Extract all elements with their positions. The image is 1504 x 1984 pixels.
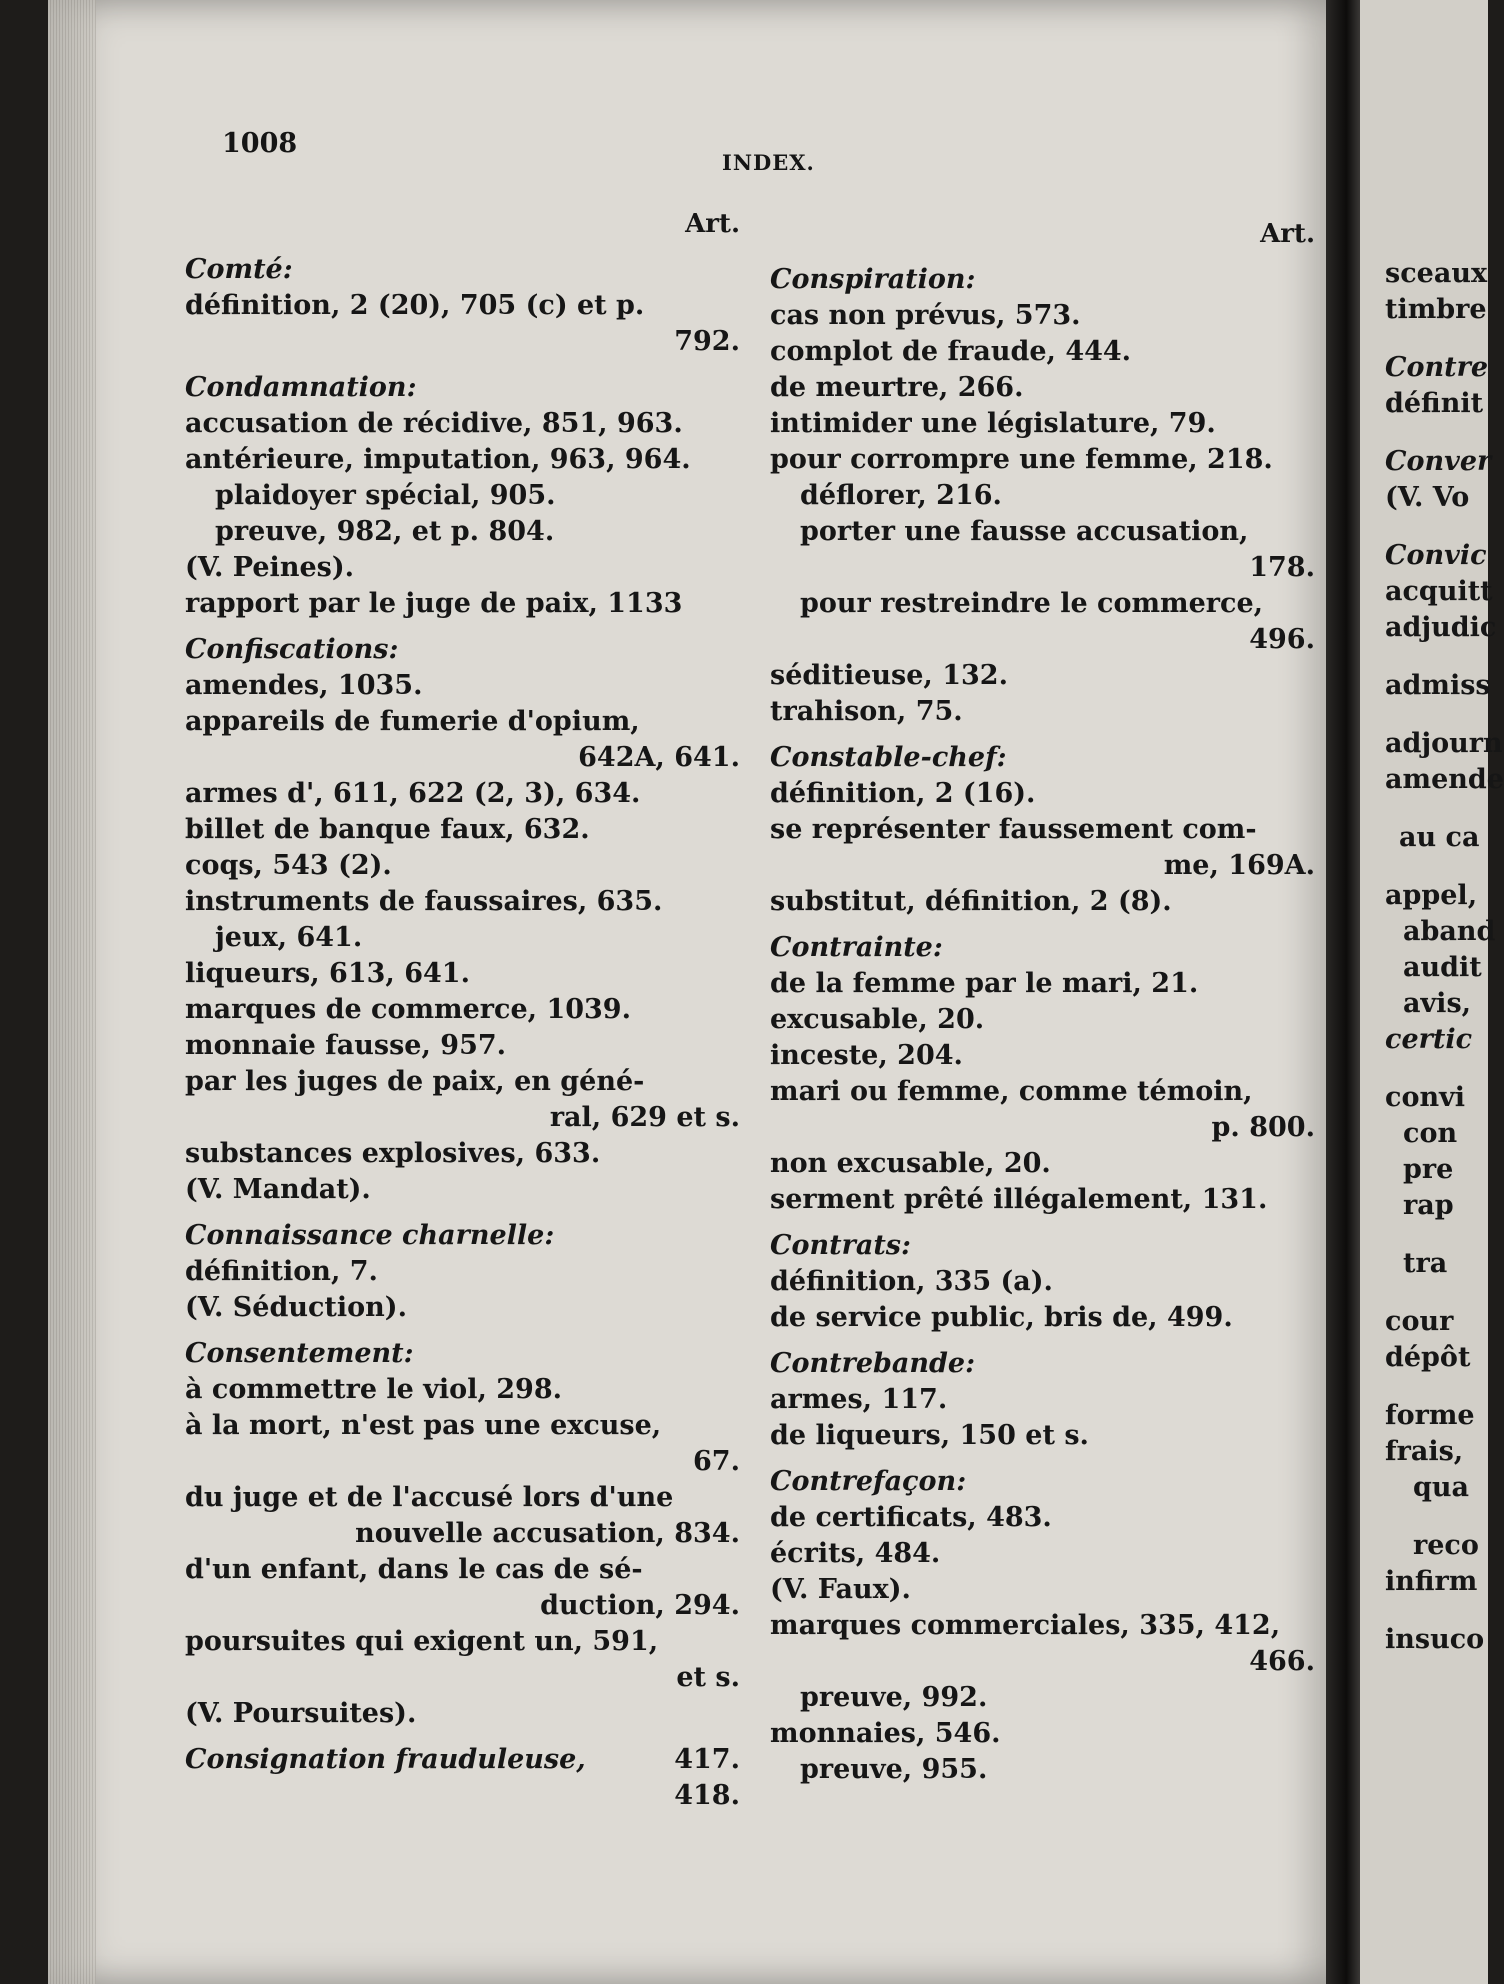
entry-heading: Contrats: [770, 1230, 911, 1261]
entry-line: (V. Faux). [770, 1574, 911, 1605]
fragment-line: qua [1413, 1472, 1470, 1503]
entry-heading: Consentement: [185, 1338, 414, 1369]
entry-line: substances explosives, 633. [185, 1138, 601, 1169]
entry-line: (V. Poursuites). [185, 1698, 417, 1729]
entry-line: non excusable, 20. [770, 1148, 1051, 1179]
entry-line: 642A, 641. [578, 742, 740, 773]
consignation-entry [185, 1742, 740, 1778]
entry-line: de certificats, 483. [770, 1502, 1052, 1533]
entry-line: de la femme par le mari, 21. [770, 968, 1199, 999]
entry-line: p. 800. [1211, 1112, 1315, 1143]
entry-line: définition, 2 (20), 705 (c) et p. [185, 290, 645, 321]
entry-line: excusable, 20. [770, 1004, 985, 1035]
entry-line: définition, 335 (a). [770, 1266, 1053, 1297]
entry-line: pour corrompre une femme, 218. [770, 444, 1273, 475]
fragment-line: certic [1385, 1024, 1473, 1055]
fragment-line: forme [1385, 1400, 1475, 1431]
entry-line: définition, 2 (16). [770, 778, 1036, 809]
entry-line: écrits, 484. [770, 1538, 941, 1569]
art-label: Art. [1260, 219, 1315, 249]
entry-line: et s. [676, 1662, 740, 1693]
entry-line: poursuites qui exigent un, 591, [185, 1626, 659, 1657]
entry-line: appareils de fumerie d'opium, [185, 706, 640, 737]
entry-line: marques de commerce, 1039. [185, 994, 631, 1025]
entry-heading: Comté: [185, 254, 293, 285]
entry-line: 418. [674, 1780, 740, 1811]
entry-line: 67. [693, 1446, 740, 1477]
fragment-line: infirm [1385, 1566, 1478, 1597]
entry-line: intimider une législature, 79. [770, 408, 1216, 439]
entry-heading: Condamnation: [185, 372, 417, 403]
entry-line: (V. Mandat). [185, 1174, 371, 1205]
entry-line: à commettre le viol, 298. [185, 1374, 563, 1405]
entry-line: (V. Peines). [185, 552, 355, 583]
entry-line: antérieure, imputation, 963, 964. [185, 444, 691, 475]
fragment-line: (V. Vo [1385, 482, 1470, 513]
fragment-line: sceaux [1385, 258, 1488, 289]
entry-heading: Contrebande: [770, 1348, 976, 1379]
entry-line: rapport par le juge de paix, 1133 [185, 588, 683, 619]
entry-line: accusation de récidive, 851, 963. [185, 408, 683, 439]
entry-heading: Conspiration: [770, 264, 976, 295]
entry-line: se représenter faussement com- [770, 814, 1257, 845]
entry-line: de meurtre, 266. [770, 372, 1024, 403]
fragment-line: au ca [1399, 822, 1480, 853]
fragment-line: con [1403, 1118, 1458, 1149]
entry-line: substitut, définition, 2 (8). [770, 886, 1172, 917]
fragment-line: définit [1385, 388, 1484, 419]
entry-line: coqs, 543 (2). [185, 850, 392, 881]
entry-line: 417. [674, 1744, 740, 1775]
entry-line: nouvelle accusation, 834. [355, 1518, 740, 1549]
entry-line: du juge et de l'accusé lors d'une [185, 1482, 674, 1513]
entry-line: armes, 117. [770, 1384, 948, 1415]
fragment-line: Conver [1385, 446, 1492, 477]
entry-line: d'un enfant, dans le cas de sé- [185, 1554, 643, 1585]
page-edges [48, 0, 96, 1984]
entry-line: pour restreindre le commerce, [800, 588, 1264, 619]
fragment-line: tra [1403, 1248, 1448, 1279]
fragment-line: pre [1403, 1154, 1454, 1185]
fragment-line: Contre [1385, 352, 1489, 383]
entry-line: armes d', 611, 622 (2, 3), 634. [185, 778, 641, 809]
book-gutter [1326, 0, 1360, 1984]
entry-line: me, 169A. [1163, 850, 1315, 881]
fragment-line: acquitt [1385, 576, 1493, 607]
fragment-line: frais, [1385, 1436, 1464, 1467]
entry-line: marques commerciales, 335, 412, [770, 1610, 1281, 1641]
entry-line: preuve, 955. [800, 1754, 988, 1785]
entry-line: inceste, 204. [770, 1040, 963, 1071]
entry-line: 496. [1249, 624, 1315, 655]
entry-line: de service public, bris de, 499. [770, 1302, 1233, 1333]
fragment-line: dépôt [1385, 1342, 1471, 1373]
middle-column [770, 216, 1315, 1788]
entry-line: 178. [1249, 552, 1315, 583]
right-column-fragments [1385, 256, 1504, 1658]
fragment-line: amende [1385, 764, 1504, 795]
fragment-line: aband [1403, 916, 1496, 947]
fragment-line: adjourn [1385, 728, 1503, 759]
fragment-line: rap [1403, 1190, 1454, 1221]
entry-line: de liqueurs, 150 et s. [770, 1420, 1089, 1451]
entry-line: mari ou femme, comme témoin, [770, 1076, 1253, 1107]
fragment-line: audit [1403, 952, 1482, 983]
entry-line: définition, 7. [185, 1256, 378, 1287]
entry-line: 792. [674, 326, 740, 357]
entry-heading: Confiscations: [185, 634, 399, 665]
entry-line: duction, 294. [540, 1590, 740, 1621]
entry-line: porter une fausse accusation, [800, 516, 1249, 547]
left-column [185, 206, 740, 1814]
fragment-line: admiss [1385, 670, 1491, 701]
page-number: 1008 [222, 128, 298, 159]
fragment-line: cour [1385, 1306, 1454, 1337]
entry-line: à la mort, n'est pas une excuse, [185, 1410, 662, 1441]
fragment-line: timbre [1385, 294, 1487, 325]
fragment-line: convi [1385, 1082, 1466, 1113]
entry-line: liqueurs, 613, 641. [185, 958, 470, 989]
entry-line: (V. Séduction). [185, 1292, 407, 1323]
entry-line: serment prêté illégalement, 131. [770, 1184, 1268, 1215]
entry-line: par les juges de paix, en géné- [185, 1066, 645, 1097]
entry-line: trahison, 75. [770, 696, 963, 727]
entry-line: jeux, 641. [215, 922, 363, 953]
entry-line: instruments de faussaires, 635. [185, 886, 663, 917]
entry-line: complot de fraude, 444. [770, 336, 1132, 367]
entry-line: billet de banque faux, 632. [185, 814, 590, 845]
entry-line: plaidoyer spécial, 905. [215, 480, 556, 511]
fragment-line: avis, [1403, 988, 1472, 1019]
entry-heading: Contrefaçon: [770, 1466, 967, 1497]
entry-line: séditieuse, 132. [770, 660, 1008, 691]
entry-line: cas non prévus, 573. [770, 300, 1081, 331]
entry-line: déflorer, 216. [800, 480, 1002, 511]
fragment-line: appel, [1385, 880, 1478, 911]
entry-line: monnaie fausse, 957. [185, 1030, 507, 1061]
entry-heading: Contrainte: [770, 932, 943, 963]
entry-line: preuve, 982, et p. 804. [215, 516, 555, 547]
fragment-line: Convic [1385, 540, 1487, 571]
fragment-line: insuco [1385, 1624, 1485, 1655]
art-label: Art. [685, 209, 740, 239]
fragment-line: reco [1413, 1530, 1479, 1561]
entry-heading: Consignation frauduleuse, [185, 1744, 586, 1775]
entry-line: 466. [1249, 1646, 1315, 1677]
entry-heading: Connaissance charnelle: [185, 1220, 555, 1251]
entry-line: preuve, 992. [800, 1682, 988, 1713]
entry-line: monnaies, 546. [770, 1718, 1001, 1749]
entry-line: amendes, 1035. [185, 670, 423, 701]
fragment-line: adjudic [1385, 612, 1497, 643]
running-title: INDEX. [722, 150, 815, 175]
entry-line: ral, 629 et s. [549, 1102, 740, 1133]
entry-heading: Constable-chef: [770, 742, 1007, 773]
